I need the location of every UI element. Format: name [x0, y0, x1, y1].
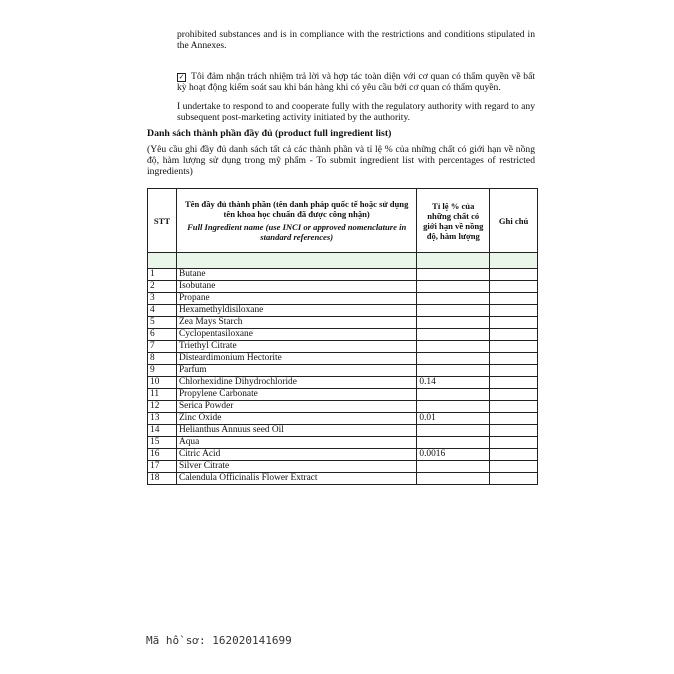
cell-note [490, 305, 538, 317]
cell-stt: 6 [148, 329, 177, 341]
cell-ingredient-name: Butane [176, 269, 416, 281]
table-row [148, 389, 538, 401]
cell-ingredient-name: Silver Citrate [176, 461, 416, 473]
cell-ingredient-name: Triethyl Citrate [176, 341, 416, 353]
cell-percent [417, 293, 490, 305]
table-row [148, 365, 538, 377]
compliance-paragraph: prohibited substances and is in compliance with the restrictions and conditions stipulated in the Annexes. [177, 29, 535, 51]
ingredient-table-header [148, 189, 538, 253]
cell-stt: 1 [148, 269, 177, 281]
cell-note [490, 437, 538, 449]
cell-percent: 0.01 [417, 413, 490, 425]
spacer-cell [148, 253, 177, 269]
cell-percent: 0.14 [417, 377, 490, 389]
cell-percent [417, 461, 490, 473]
table-row [148, 413, 538, 425]
cell-ingredient-name: Parfum [176, 365, 416, 377]
header-name-vn: Tên đầy đủ thành phần (tên danh pháp quốc tế hoặc sử dụng tên khoa học chuẩn đã được công nhận) [184, 199, 409, 219]
cell-stt: 2 [148, 281, 177, 293]
cell-stt: 4 [148, 305, 177, 317]
cell-percent [417, 305, 490, 317]
cell-ingredient-name: Chlorhexidine Dihydrochloride [176, 377, 416, 389]
spacer-cell [490, 253, 538, 269]
ingredient-table [147, 188, 538, 485]
table-row [148, 377, 538, 389]
ingredient-list-requirement: (Yêu cầu ghi đầy đủ danh sách tất cả các thành phần và tỉ lệ % của những chất có giới hạn về nồng độ, hàm lượng sử dụng trong mỹ phẩm - To submit ingredient list with percentages of restricted ingredients) [147, 144, 535, 177]
cell-ingredient-name: Serica Powder [176, 401, 416, 413]
cell-stt: 11 [148, 389, 177, 401]
table-row [148, 329, 538, 341]
file-code: Mã hồ sơ: 162020141699 [146, 634, 292, 647]
cell-ingredient-name: Aqua [176, 437, 416, 449]
cell-note [490, 293, 538, 305]
table-row [148, 461, 538, 473]
cell-stt: 17 [148, 461, 177, 473]
cell-ingredient-name: Hexamethyldisiloxane [176, 305, 416, 317]
cell-percent [417, 353, 490, 365]
table-row [148, 305, 538, 317]
cell-percent [417, 365, 490, 377]
cell-stt: 14 [148, 425, 177, 437]
cell-stt: 3 [148, 293, 177, 305]
cell-ingredient-name: Calendula Officinalis Flower Extract [176, 473, 416, 485]
table-spacer-row [148, 253, 538, 269]
ingredient-list-heading: Danh sách thành phần đầy đủ (product full ingredient list) [147, 128, 392, 139]
header-stt: STT [148, 189, 177, 253]
table-row [148, 281, 538, 293]
cell-ingredient-name: Helianthus Annuus seed Oil [176, 425, 416, 437]
table-row [148, 437, 538, 449]
cell-stt: 18 [148, 473, 177, 485]
cell-ingredient-name: Disteardimonium Hectorite [176, 353, 416, 365]
cell-stt: 12 [148, 401, 177, 413]
cell-note [490, 365, 538, 377]
cell-stt: 5 [148, 317, 177, 329]
cell-note [490, 449, 538, 461]
commitment-paragraph-vn [177, 71, 535, 93]
cell-note [490, 269, 538, 281]
header-ingredient-name [176, 189, 416, 253]
cell-stt: 13 [148, 413, 177, 425]
header-percent: Tỉ lệ % của những chất có giới hạn về nồng độ, hàm lượng [417, 189, 490, 253]
table-row [148, 341, 538, 353]
cell-percent: 0.0016 [417, 449, 490, 461]
table-row [148, 293, 538, 305]
cell-percent [417, 401, 490, 413]
cell-note [490, 473, 538, 485]
cell-note [490, 329, 538, 341]
cell-note [490, 389, 538, 401]
cell-note [490, 377, 538, 389]
cell-note [490, 341, 538, 353]
table-row [148, 353, 538, 365]
cell-ingredient-name: Zinc Oxide [176, 413, 416, 425]
cell-ingredient-name: Propane [176, 293, 416, 305]
cell-stt: 15 [148, 437, 177, 449]
cell-note [490, 425, 538, 437]
cell-percent [417, 317, 490, 329]
cell-percent [417, 473, 490, 485]
header-name-en: Full Ingredient name (use INCI or approved nomenclature in standard references) [187, 222, 407, 242]
table-row [148, 269, 538, 281]
cell-stt: 9 [148, 365, 177, 377]
cell-percent [417, 389, 490, 401]
table-row [148, 401, 538, 413]
cell-ingredient-name: Citric Acid [176, 449, 416, 461]
table-row [148, 317, 538, 329]
cell-percent [417, 281, 490, 293]
cell-percent [417, 437, 490, 449]
cell-percent [417, 341, 490, 353]
cell-percent [417, 425, 490, 437]
cell-note [490, 401, 538, 413]
cell-stt: 7 [148, 341, 177, 353]
commitment-checkbox[interactable]: ✓ [178, 73, 185, 81]
cell-note [490, 413, 538, 425]
cell-stt: 16 [148, 449, 177, 461]
cell-note [490, 281, 538, 293]
header-note: Ghi chú [490, 189, 538, 253]
cell-percent [417, 269, 490, 281]
table-row [148, 449, 538, 461]
commitment-paragraph-en: I undertake to respond to and cooperate fully with the regulatory authority with regard to any subsequent post-marketing activity initiated by the authority. [177, 101, 535, 123]
cell-note [490, 317, 538, 329]
cell-ingredient-name: Propylene Carbonate [176, 389, 416, 401]
table-row [148, 473, 538, 485]
commitment-text-vn: Tôi đảm nhận trách nhiệm trả lời và hợp tác toàn diện với cơ quan có thẩm quyền về bất kỳ hoạt động kiểm soát sau khi bán hàng khi có yêu cầu bởi cơ quan có thẩm quyền. [177, 71, 535, 93]
cell-note [490, 353, 538, 365]
spacer-cell [176, 253, 416, 269]
cell-ingredient-name: Zea Mays Starch [176, 317, 416, 329]
cell-stt: 8 [148, 353, 177, 365]
cell-stt: 10 [148, 377, 177, 389]
cell-percent [417, 329, 490, 341]
cell-ingredient-name: Isobutane [176, 281, 416, 293]
cell-ingredient-name: Cyclopentasiloxane [176, 329, 416, 341]
table-row [148, 425, 538, 437]
cell-note [490, 461, 538, 473]
spacer-cell [417, 253, 490, 269]
